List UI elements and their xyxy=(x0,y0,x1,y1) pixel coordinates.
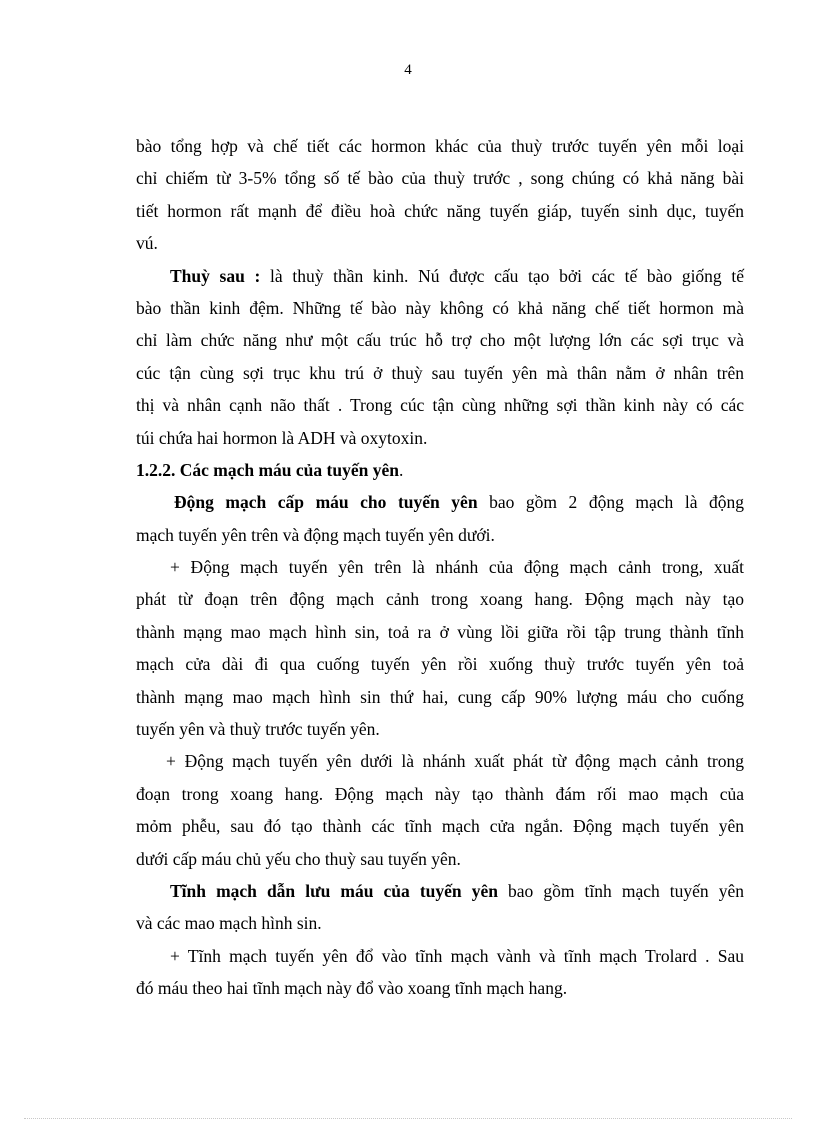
text-line: tuyến yên và thuỳ trước tuyến yên. xyxy=(136,719,380,740)
text-run: bao gồm tĩnh mạch tuyến yên xyxy=(497,880,744,901)
heading-thuy-sau: Thuỳ sau : xyxy=(170,265,261,286)
text-line: bào thần kinh đệm. Những tế bào này không có khả năng chế tiết hormon mà xyxy=(136,297,744,318)
text-line: bào tổng hợp và chế tiết các hormon khác của thuỳ trước tuyến yên mỗi loại xyxy=(136,136,744,156)
body-text xyxy=(136,130,744,1005)
text-line: túi chứa hai hormon là ADH và oxytoxin. xyxy=(136,427,428,448)
text-line: vú. xyxy=(136,233,158,254)
text-line: và các mao mạch hình sin. xyxy=(136,913,322,934)
text-line: chỉ chiếm từ 3-5% tổng số tế bào của thuỳ trước , song chúng có khả năng bài xyxy=(136,168,744,189)
text-line: thị và nhân cạnh não thất . Trong cúc tận cùng những sợi thần kinh này có các xyxy=(136,395,744,416)
text-line: + Tĩnh mạch tuyến yên đổ vào tĩnh mạch vành và tĩnh mạch Trolard . Sau xyxy=(170,945,744,966)
text-run: là thuỳ thần kinh. Nú được cấu tạo bởi các tế bào giống tế xyxy=(260,265,744,286)
text-line: mạch tuyến yên trên và động mạch tuyến yên dưới. xyxy=(136,524,495,545)
text-line: dưới cấp máu chủ yếu cho thuỳ sau tuyến yên. xyxy=(136,848,461,869)
heading-tinh-mach: Tĩnh mạch dẫn lưu máu của tuyến yên xyxy=(170,880,498,901)
page-number: 4 xyxy=(404,62,412,78)
section-heading xyxy=(136,454,744,486)
text-line: mạch cửa dài đi qua cuống tuyến yên rồi xuống thuỳ trước tuyến yên toả xyxy=(136,654,744,675)
paragraph-thuy-sau xyxy=(136,260,744,292)
text-line: đoạn trong xoang hang. Động mạch này tạo thành đám rối mao mạch của xyxy=(136,783,744,804)
text-line: mỏm phễu, sau đó tạo thành các tĩnh mạch cửa ngắn. Động mạch tuyến yên xyxy=(136,816,744,837)
paragraph-tinh-mach xyxy=(136,875,744,907)
text-line: + Động mạch tuyến yên trên là nhánh của động mạch cảnh trong, xuất xyxy=(170,557,744,578)
text-line: đó máu theo hai tĩnh mạch này đổ vào xoang tĩnh mạch hang. xyxy=(136,978,568,999)
text-line: chỉ làm chức năng như một cấu trúc hỗ trợ cho một lượng lớn các sợi trục và xyxy=(136,330,744,351)
text-line: tiết hormon rất mạnh để điều hoà chức năng tuyến giáp, tuyến sinh dục, tuyến xyxy=(136,200,744,221)
text-line: thành mạng mao mạch hình sin, toả ra ở vùng lồi giữa rồi tập trung thành tĩnh xyxy=(136,621,744,642)
paragraph-dong-mach xyxy=(136,486,744,518)
section-title: 1.2.2. Các mạch máu của tuyến yên xyxy=(136,459,399,480)
heading-dong-mach: Động mạch cấp máu cho tuyến yên xyxy=(174,492,478,513)
text-run: bao gồm 2 động mạch là động xyxy=(477,492,744,513)
text-line: thành mạng mao mạch hình sin thứ hai, cung cấp 90% lượng máu cho cuống xyxy=(136,686,744,707)
text-line: phát từ đoạn trên động mạch cảnh trong xoang hang. Động mạch này tạo xyxy=(136,589,744,610)
text-line: + Động mạch tuyến yên dưới là nhánh xuất phát từ động mạch cảnh trong xyxy=(166,751,744,772)
text-run: . xyxy=(398,459,404,480)
page-bottom-divider xyxy=(24,1118,792,1119)
text-line: cúc tận cùng sợi trục khu trú ở thuỳ sau tuyến yên mà thân nằm ở nhân trên xyxy=(136,362,744,383)
